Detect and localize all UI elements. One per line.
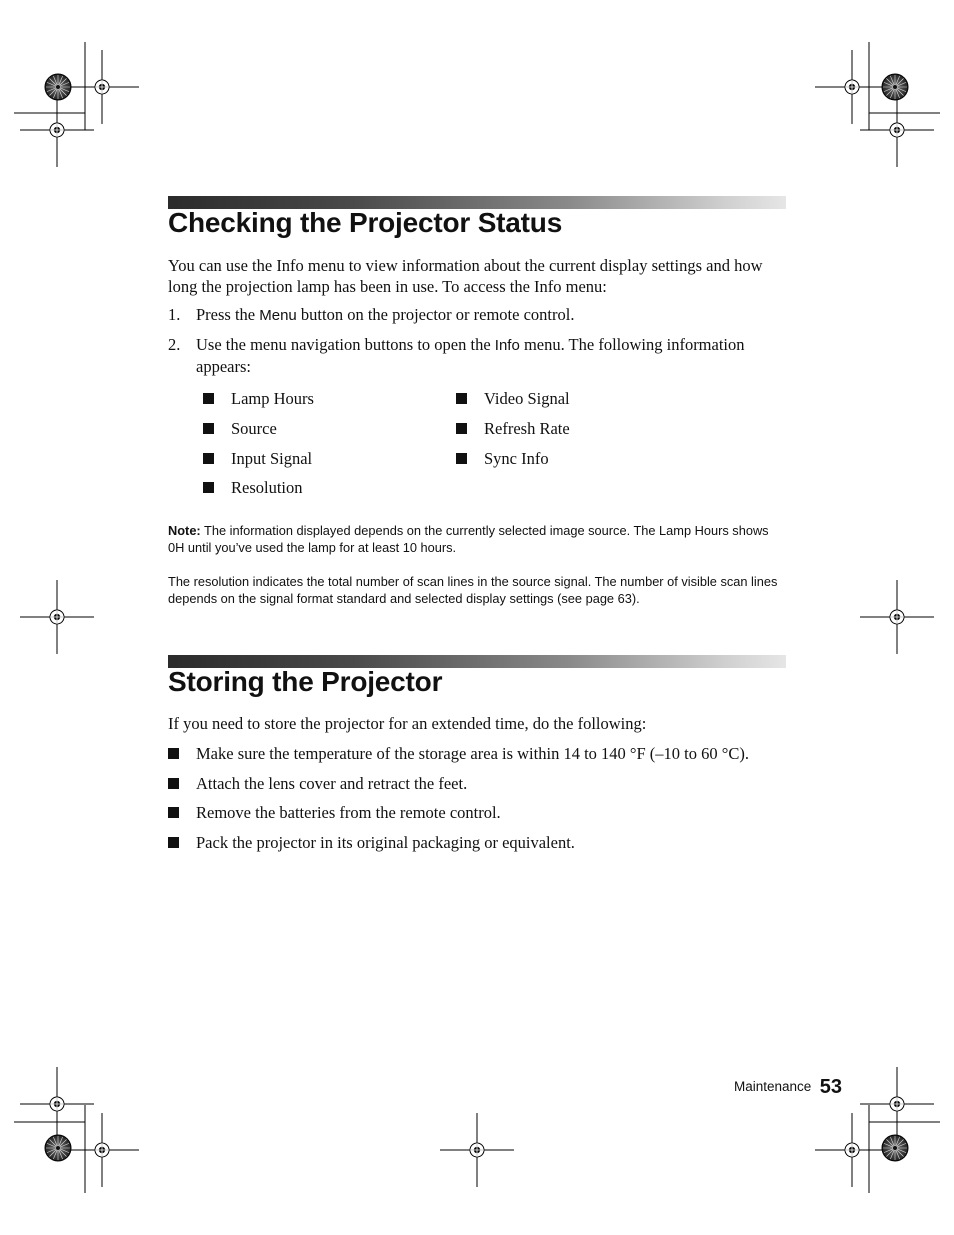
bullet-square-icon [456, 453, 467, 464]
bullet-square-icon [168, 748, 179, 759]
bullet-square-icon [203, 423, 214, 434]
bullet-square-icon [456, 423, 467, 434]
page-number: 53 [819, 1076, 842, 1098]
bullet-square-icon [203, 393, 214, 404]
step-text: Use the menu navigation buttons to open the Info menu. The following information appears: [196, 335, 745, 376]
step-number: 2. [168, 335, 181, 354]
resolution-note: The resolution indicates the total number of scan lines in the source signal. The number of visible scan lines depends on the signal format standard and selected display settings (see page 63). [168, 574, 778, 606]
bullet-square-icon [456, 393, 467, 404]
page-footer [600, 1076, 842, 1099]
info-menu-label: Info [494, 337, 520, 354]
bullet-square-icon [203, 482, 214, 493]
menu-button-label: Menu [259, 307, 297, 324]
bullet-square-icon [168, 837, 179, 848]
storing-intro: If you need to store the projector for an extended time, do the following: [168, 714, 647, 733]
bullet-square-icon [168, 778, 179, 789]
step-text: Press the Menu button on the projector or remote control. [196, 305, 575, 324]
bullet-square-icon [203, 453, 214, 464]
section-heading-storing: Storing the Projector [168, 666, 443, 697]
footer-section-name: Maintenance [733, 1079, 812, 1094]
section-heading-checking-status: Checking the Projector Status [168, 207, 563, 238]
bullet-square-icon [168, 807, 179, 818]
note-paragraph: Note: The information displayed depends on the currently selected image source. The Lamp Hours shows 0H until you’ve used the lamp for at least 10 hours. [168, 523, 769, 555]
note-label: Note: [168, 523, 201, 538]
intro-paragraph: You can use the Info menu to view information about the current display settings and how long the projection lamp has been in use. To access the Info menu: [168, 256, 763, 296]
step-number: 1. [168, 305, 181, 324]
